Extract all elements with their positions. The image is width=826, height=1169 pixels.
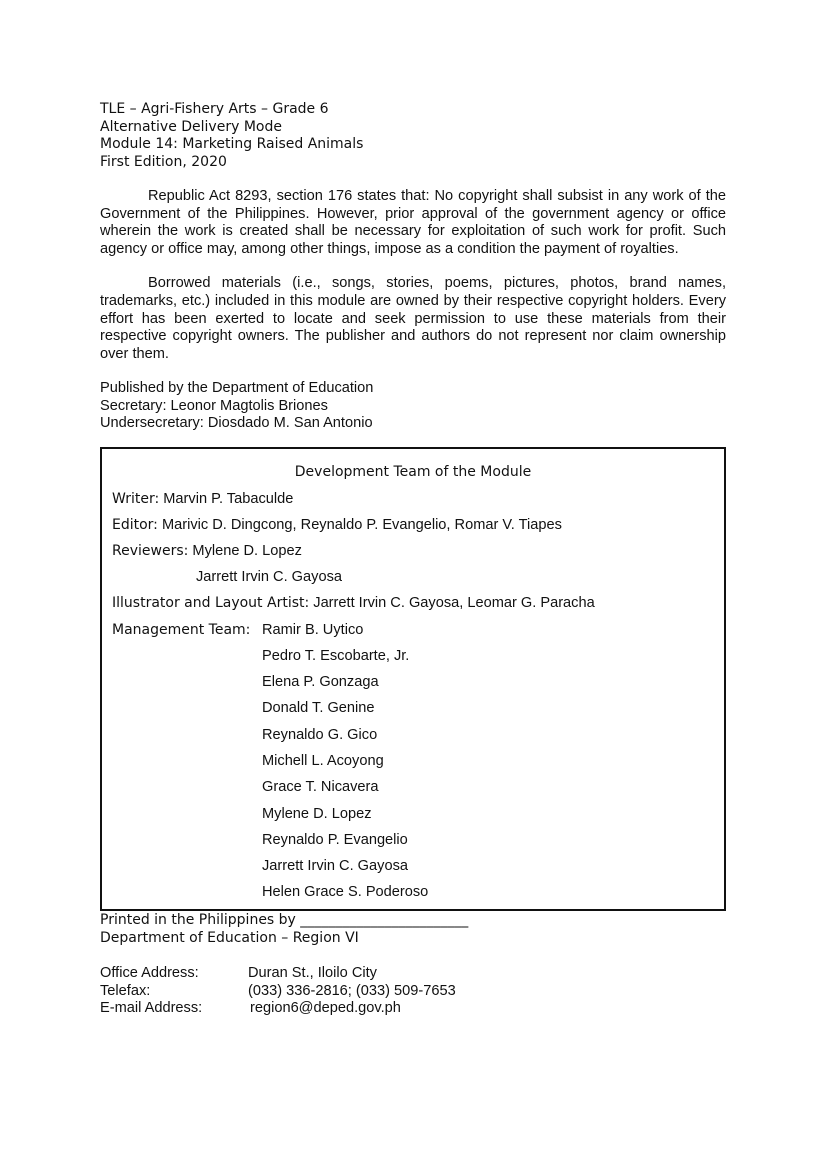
editor-names: Marivic D. Dingcong, Reynaldo P. Evangelio, Romar V. Tiapes: [161, 517, 562, 533]
module-title-line: Module 14: Marketing Raised Animals: [100, 136, 364, 152]
borrowed-text: Borrowed materials (i.e., songs, stories, poems, pictures, photos, brand names, trademarks, etc.) included in this module are owned by their respective copyright holders. Every effort has been exerted to locate and seek permission to use these materials from their respective copyright owners. The publisher and authors do not represent nor claim ownership over them.: [100, 275, 726, 362]
management-member: Reynaldo P. Evangelio: [262, 832, 408, 848]
subject-line: TLE – Agri-Fishery Arts – Grade 6: [100, 101, 329, 117]
illustrator-names: Jarrett Irvin C. Gayosa, Leomar G. Paracha: [313, 595, 595, 611]
region-office: Department of Education – Region VI: [100, 929, 359, 946]
management-member: Reynaldo G. Gico: [262, 727, 378, 743]
email-label: E-mail Address:: [100, 1000, 203, 1016]
published-by: Published by the Department of Education: [100, 380, 374, 397]
reviewer-name: Mylene D. Lopez: [192, 543, 302, 559]
writer-label: Writer:: [112, 491, 160, 507]
illustrator-row: [112, 595, 595, 611]
management-member: Grace T. Nicavera: [262, 779, 379, 795]
management-member: Jarrett Irvin C. Gayosa: [262, 858, 408, 874]
editor-row: [112, 517, 562, 533]
management-member: Pedro T. Escobarte, Jr.: [262, 648, 410, 664]
copyright-notice: [100, 188, 726, 258]
module-header: [100, 101, 726, 171]
management-member: Elena P. Gonzaga: [262, 674, 379, 690]
team-title: Development Team of the Module: [294, 464, 532, 480]
telefax-value: (033) 336-2816; (033) 509-7653: [248, 982, 456, 999]
undersecretary: Undersecretary: Diosdado M. San Antonio: [100, 415, 373, 432]
borrowed-materials-notice: [100, 275, 726, 363]
reviewer-row: [196, 569, 342, 585]
secretary: Secretary: Leonor Magtolis Briones: [100, 397, 328, 414]
writer-name: Marvin P. Tabaculde: [163, 491, 294, 507]
copyright-text: Republic Act 8293, section 176 states that: No copyright shall subsist in any work of the Government of the Philippines. However, prior approval of the government agency or office wherein the work is created shall be necessary for exploitation of such work for profit. Such agency or office may, among other things, impose as a condition the payment of royalties.: [100, 188, 726, 257]
reviewer-name: Jarrett Irvin C. Gayosa: [196, 569, 342, 585]
office-address-row: [100, 965, 726, 983]
reviewers-label: Reviewers:: [112, 543, 189, 559]
delivery-mode-line: Alternative Delivery Mode: [100, 118, 282, 135]
email-value: region6@deped.gov.ph: [250, 1000, 401, 1016]
email-row: [100, 1000, 726, 1018]
office-address-label: Office Address:: [100, 965, 199, 981]
telefax-row: [100, 983, 726, 1001]
reviewers-row: [112, 543, 302, 559]
management-member: Helen Grace S. Poderoso: [262, 884, 429, 900]
editor-label: Editor:: [112, 517, 158, 533]
office-address-value: Duran St., Iloilo City: [248, 965, 377, 981]
publisher-block: [100, 380, 726, 433]
management-member: Michell L. Acoyong: [262, 753, 384, 769]
telefax-label: Telefax:: [100, 982, 151, 999]
writer-row: [112, 491, 293, 507]
management-label: Management Team:: [112, 622, 251, 638]
printed-by: Printed in the Philippines by ________________________: [100, 912, 469, 928]
management-member: Mylene D. Lopez: [262, 806, 372, 822]
printing-and-contact: [100, 912, 726, 1018]
address-block: [100, 965, 726, 1018]
illustrator-label: Illustrator and Layout Artist:: [112, 595, 310, 611]
edition-line: First Edition, 2020: [100, 153, 227, 170]
management-member: Ramir B. Uytico: [262, 622, 364, 638]
development-team-box: [100, 447, 726, 911]
front-matter: [100, 101, 726, 433]
management-member: Donald T. Genine: [262, 700, 375, 716]
